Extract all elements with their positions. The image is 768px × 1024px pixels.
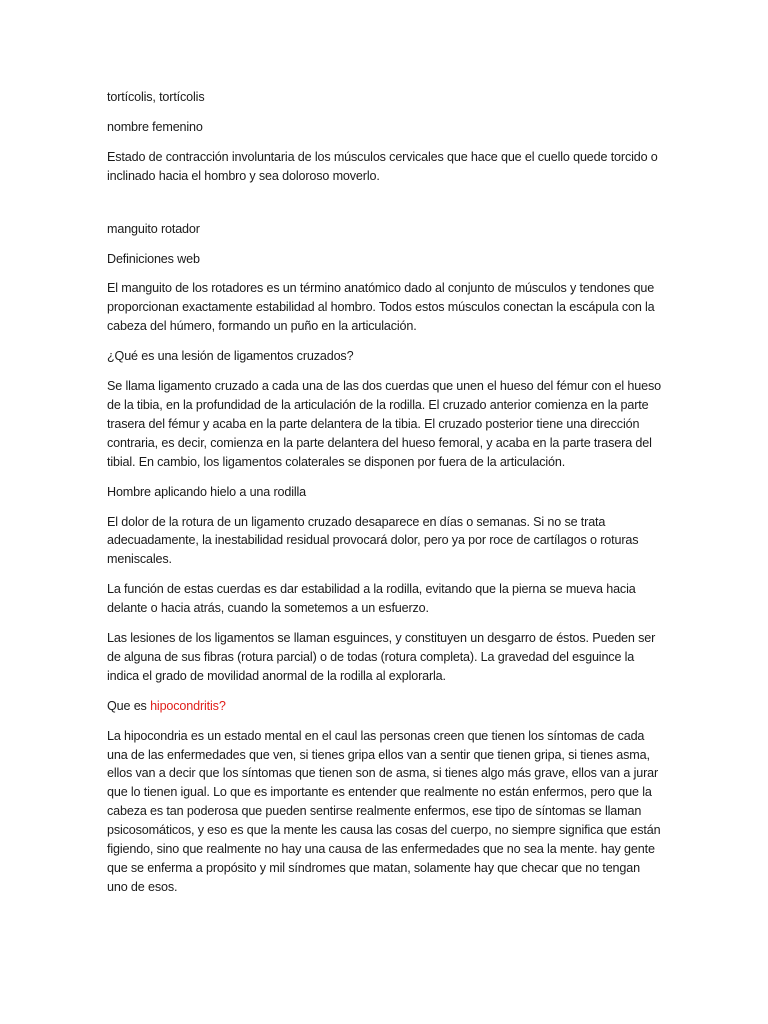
question-ligamentos: ¿Qué es una lesión de ligamentos cruzados? [107, 349, 354, 364]
paragraph-lesiones: Las lesiones de los ligamentos se llaman esguinces, y constituyen un desgarro de éstos. Pueden ser de alguna de sus fibras (rotura parcial) o de todas (rotura completa). La gravedad del esguince la indica el grado de movilidad anormal de la rodilla al explorarla. [107, 631, 656, 683]
document-page [107, 88, 663, 908]
paragraph-dolor-rotura: El dolor de la rotura de un ligamento cruzado desaparece en días o semanas. Si no se trata adecuadamente, la inestabilidad residual provocará dolor, pero ya por roce de cartílagos o roturas meniscales. [107, 514, 639, 567]
heading-manguito-rotador: manguito rotador [107, 221, 200, 236]
paragraph-funcion-cuerdas: La función de estas cuerdas es dar estabilidad a la rodilla, evitando que la pierna se mueva hacia delante o hacia atrás, cuando la sometemos a un esfuerzo. [107, 582, 636, 616]
word-class: nombre femenino [107, 119, 203, 134]
definition-torticolis: Estado de contracción involuntaria de los músculos cervicales que hace que el cuello quede torcido o inclinado hacia el hombro y sea doloroso moverlo. [107, 149, 658, 183]
question-hipocondritis [107, 697, 663, 716]
definitions-web-label: Definiciones web [107, 251, 200, 266]
paragraph-ligamento-cruzado: Se llama ligamento cruzado a cada una de las dos cuerdas que unen el hueso del fémur con el hueso de la tibia, en la profundidad de la articulación de la rodilla. El cruzado anterior comienza en la parte trasera del fémur y acaba en la parte delantera de la tibia. El cruzado posterior tiene una dirección contraria, es decir, comienza en la parte delantera del hueso femoral, y acaba en la parte trasera del tibial. En cambio, los ligamentos colaterales se disponen por fuera de la articulación. [107, 379, 661, 469]
image-caption-hielo: Hombre aplicando hielo a una rodilla [107, 484, 307, 499]
question-prefix: Que es [107, 698, 151, 713]
paragraph-hipocondria: La hipocondria es un estado mental en el caul las personas creen que tienen los síntomas de cada una de las enfermedades que ven, si tienes gripa ellos van a sentir que tienen gripa, si tienes asma, ellos van a decir que los síntomas que tienen son de asma, si tienes algo más grave, ellos van a jurar que lo tienen igual. Lo que es importante es entender que realmente no están enfermos, pero que la cabeza es tan poderosa que pueden sentirse realmente enfermos, ese tipo de síntomas se llaman psicosomáticos, y eso es que la mente les causa las cosas del cuerpo, no siempre significa que están figiendo, sino que realmente no hay una causa de las enfermedades que no sea la mente. hay gente que se enferma a propósito y mil síndromes que matan, solamente hay que checar que no tengan uno de esos. [107, 728, 661, 894]
heading-torticolis: tortícolis, tortícolis [107, 90, 205, 104]
hipocondritis-link[interactable]: hipocondritis? [150, 698, 226, 713]
definition-manguito: El manguito de los rotadores es un término anatómico dado al conjunto de músculos y tendones que proporcionan exactamente estabilidad al hombro. Todos estos músculos conectan la escápula con la cabeza del húmero, formando un puño en la articulación. [107, 281, 655, 334]
